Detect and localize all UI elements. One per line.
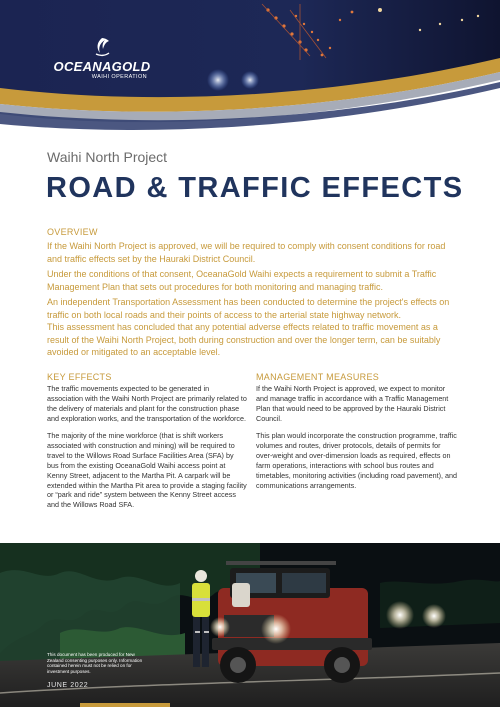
- oceanagold-logo: [47, 36, 157, 81]
- project-name: Waihi North Project: [47, 149, 168, 165]
- gold-accent-bar: [80, 703, 170, 707]
- key-effects-heading: KEY EFFECTS: [47, 372, 112, 382]
- key-effects-paragraph-1: The traffic movements expected to be generated in association with the Waihi North Project are primarily related to the delivery of materials and plant for the construction phase and exploration works, and the transportation of the workforce.: [47, 384, 247, 423]
- overview-heading: OVERVIEW: [47, 227, 98, 237]
- overview-paragraph-2: Under the conditions of that consent, OceanaGold Waihi expects a requirement to submit a Traffic Management Plan that sets out procedures for both monitoring and managing traffic.: [47, 269, 437, 292]
- legal-disclaimer: This document has been produced for New Zealand consenting purposes only. Information contained herein must not be relied on for investment purposes.: [47, 652, 143, 674]
- brand-name: OCEANAGOLD: [53, 59, 151, 74]
- publication-date: JUNE 2022: [47, 682, 89, 689]
- management-paragraph-1: If the Waihi North Project is approved, we expect to monitor and manage traffic in accordance with a Traffic Management Plan that would need to be approved by the Hauraki District Council.: [256, 384, 449, 423]
- header-banner: [0, 0, 500, 140]
- management-paragraph-2: This plan would incorporate the construction programme, traffic volumes and routes, driver protocols, details of permits for over-weight and over-dimension loads as required, effects on farm operations, interactions with school bus routes and timetables, monitoring activities (including road pavement), and communications arrangements.: [256, 431, 457, 490]
- management-heading: MANAGEMENT MEASURES: [256, 372, 380, 382]
- page-title: ROAD & TRAFFIC EFFECTS: [46, 172, 464, 204]
- overview-paragraph-4: This assessment has concluded that any potential adverse effects related to traffic movement as a result of the Waihi North Project, both during construction and over the longer term, can be suitably avoided or mitigated to an acceptable level.: [47, 322, 441, 358]
- overview-paragraph-1: If the Waihi North Project is approved, we will be required to comply with consent conditions for road and traffic effects set by the Hauraki District Council.: [47, 241, 446, 264]
- overview-paragraph-3: An independent Transportation Assessment has been conducted to determine the project's effects on traffic on both local roads and their points of access to the arterial state highway network.: [47, 297, 450, 320]
- key-effects-paragraph-2: The majority of the mine workforce (that is shift workers associated with construction and mining) will be required to travel to the Willows Road Surface Facilities Area (SFA) by bus from the existing OceanaGold Waihi access point at Kenny Street, adjacent to the Martha Pit. A carpark will be extended within the Martha Pit area to provide a staging facility or “park and ride” system between the Kenny Street access and the Willows Road SFA.: [47, 431, 247, 510]
- oceanagold-wave-icon: [91, 36, 113, 58]
- brand-division: WAIHI OPERATION: [91, 74, 147, 80]
